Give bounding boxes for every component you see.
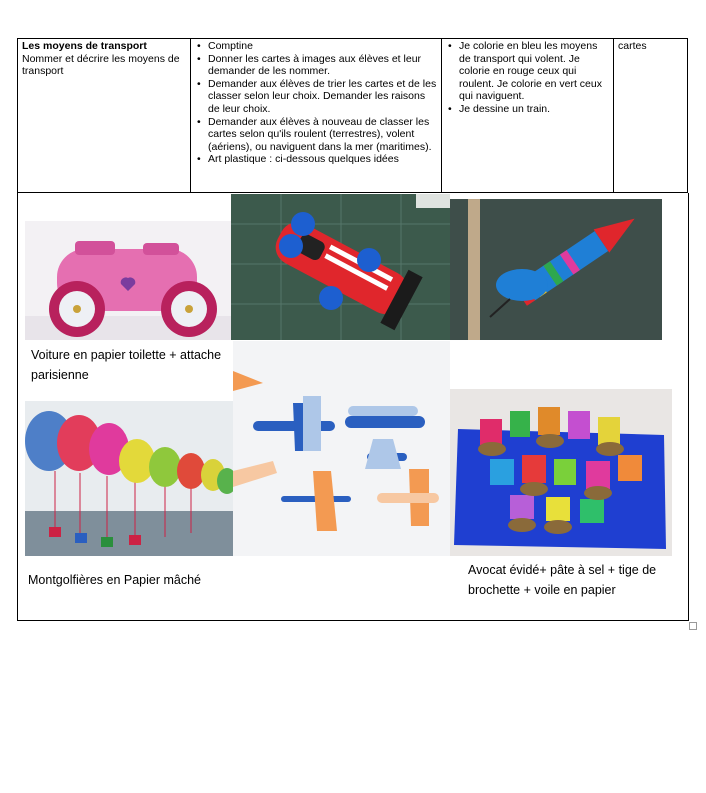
photo-pink-car xyxy=(25,221,231,340)
theme-title: Les moyens de transport xyxy=(22,40,147,52)
list-item: • Donner les cartes à images aux élèves et leur demander de les nommer. xyxy=(195,53,437,78)
list-item: • Demander aux élèves à nouveau de classer les cartes selon qu'ils roulent (terrestres), volent (aériens), ou naviguent dans la mer (maritimes). xyxy=(195,116,437,154)
list-item: • Je dessine un train. xyxy=(446,103,609,116)
photo-paper-planes xyxy=(233,341,450,556)
list-item: • Demander aux élèves de trier les cartes et de les classer selon leur choix. Demander les raisons de leur choix. xyxy=(195,78,437,116)
photo-balloons xyxy=(25,401,233,556)
col-theme xyxy=(18,39,191,192)
col-materials xyxy=(614,39,687,192)
materials-text: cartes xyxy=(618,40,647,52)
caption-balloons: Montgolfières en Papier mâché xyxy=(28,573,202,587)
caption-car: Voiture en papier toilette + attache parisienne xyxy=(31,348,222,382)
col-exercises xyxy=(442,39,614,192)
caption-boats: Avocat évidé+ pâte à sel + tige de brochette + voile en papier xyxy=(468,563,657,597)
lesson-table xyxy=(17,38,688,193)
col-activities xyxy=(191,39,442,192)
activities-list xyxy=(195,40,437,166)
theme-objective: Nommer et décrire les moyens de transport xyxy=(22,52,180,78)
list-item: • Comptine xyxy=(195,40,437,53)
list-item: • Art plastique : ci-dessous quelques idées xyxy=(195,153,437,166)
exercises-list xyxy=(446,40,609,116)
table-resize-handle[interactable] xyxy=(689,622,697,630)
list-item: • Je colorie en bleu les moyens de transport qui volent. Je colorie en rouge ceux qui roulent. Je colorie en vert ceux qui naviguent. xyxy=(446,40,609,103)
photo-rocket xyxy=(450,199,662,340)
photo-avocado-boats xyxy=(450,389,672,556)
photo-race-car xyxy=(231,194,450,340)
